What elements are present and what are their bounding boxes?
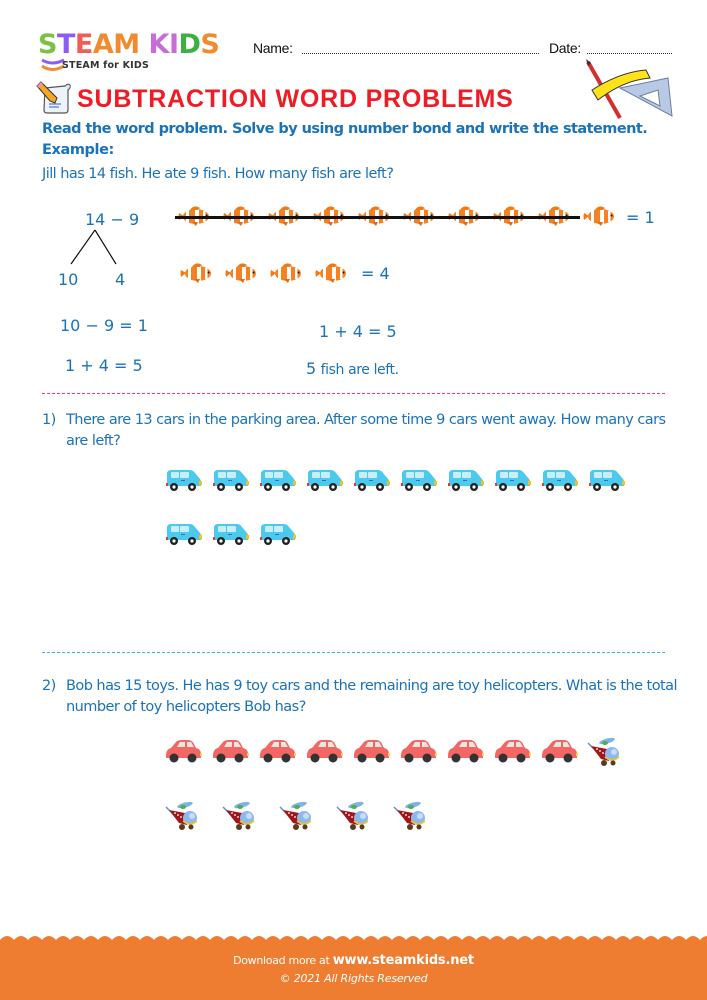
logo-wordmark <box>38 30 219 60</box>
strike-through-line <box>175 216 580 219</box>
clownfish-icon <box>176 204 212 226</box>
example-sum: 1 + 4 = 5 <box>319 322 397 341</box>
example-step1: 10 − 9 = 1 <box>60 316 148 335</box>
toy-row-1 <box>164 735 623 767</box>
logo-letter: I <box>168 29 179 60</box>
blue-car-icon <box>258 467 297 493</box>
logo-letter: S <box>38 29 57 60</box>
clownfish-icon <box>311 204 347 226</box>
blue-car-icon <box>399 467 438 493</box>
example-step2: 1 + 4 = 5 <box>65 356 143 375</box>
name-label: Name: <box>253 40 293 56</box>
toy-helicopter-icon <box>222 799 258 831</box>
separator-pink <box>42 393 665 394</box>
footer-download-prefix: Download more at <box>233 954 330 967</box>
red-toy-car-icon <box>352 738 391 764</box>
ruler-triangle-pencil-icon <box>580 58 680 120</box>
clownfish-icon <box>536 204 572 226</box>
bond-left: 10 <box>58 270 79 289</box>
toy-helicopter-icon <box>279 799 315 831</box>
logo-letter: E <box>74 29 93 60</box>
clownfish-icon <box>266 204 302 226</box>
logo-letter <box>140 30 149 60</box>
footer-copyright: © 2021 All Rights Reserved <box>279 972 428 985</box>
steam-kids-logo <box>38 30 238 76</box>
example-answer <box>306 359 399 379</box>
car-row-1 <box>164 467 626 493</box>
logo-letter: S <box>200 29 220 60</box>
red-toy-car-icon <box>493 738 532 764</box>
blue-car-icon <box>352 467 391 493</box>
clownfish-icon <box>221 204 257 226</box>
red-toy-car-icon <box>446 738 485 764</box>
answer-number: 5 <box>306 359 317 378</box>
number-bond-lines <box>68 228 138 268</box>
red-toy-car-icon <box>258 738 297 764</box>
fish-row-1-result: = 1 <box>626 208 655 227</box>
logo-letter: T <box>56 29 75 60</box>
instruction-text: Read the word problem. Solve by using number bond and write the statement. <box>42 121 648 137</box>
date-field[interactable] <box>587 53 672 54</box>
blue-car-icon <box>587 467 626 493</box>
car-row-2 <box>164 521 297 547</box>
date-label: Date: <box>549 40 581 56</box>
red-toy-car-icon <box>399 738 438 764</box>
question-2-number: 2) <box>42 678 56 694</box>
logo-letter: M <box>113 29 140 60</box>
toy-helicopter-icon <box>336 799 372 831</box>
question-1-text: There are 13 cars in the parking area. After some time 9 cars went away. How many cars are left? <box>66 412 666 449</box>
toy-helicopter-icon <box>587 735 623 767</box>
worksheet-pencil-icon <box>35 80 73 116</box>
fish-row-1 <box>176 204 617 226</box>
page-title: SUBTRACTION WORD PROBLEMS <box>77 85 514 113</box>
separator-blue <box>42 652 665 653</box>
example-question: Jill has 14 fish. He ate 9 fish. How many fish are left? <box>42 166 394 182</box>
toy-helicopter-icon <box>165 799 201 831</box>
clownfish-icon <box>268 261 304 283</box>
question-2 <box>42 676 682 720</box>
helicopter-row-2 <box>165 799 429 831</box>
red-toy-car-icon <box>211 738 250 764</box>
red-toy-car-icon <box>305 738 344 764</box>
question-1-number: 1) <box>42 412 56 428</box>
clownfish-icon <box>313 261 349 283</box>
logo-letter: K <box>148 29 169 60</box>
footer-url-link[interactable]: www.steamkids.net <box>332 953 474 968</box>
blue-car-icon <box>164 467 203 493</box>
question-1 <box>42 410 682 454</box>
red-toy-car-icon <box>540 738 579 764</box>
logo-subtitle: STEAM for KIDS <box>62 60 150 71</box>
blue-car-icon <box>493 467 532 493</box>
clownfish-icon <box>581 204 617 226</box>
clownfish-icon <box>446 204 482 226</box>
clownfish-icon <box>178 261 214 283</box>
footer-download <box>0 953 707 968</box>
blue-car-icon <box>540 467 579 493</box>
footer <box>0 940 707 1000</box>
blue-car-icon <box>305 467 344 493</box>
blue-car-icon <box>211 467 250 493</box>
toy-helicopter-icon <box>393 799 429 831</box>
clownfish-icon <box>401 204 437 226</box>
fish-row-2-result: = 4 <box>361 264 390 283</box>
logo-letter: D <box>178 29 201 60</box>
clownfish-icon <box>491 204 527 226</box>
blue-car-icon <box>446 467 485 493</box>
name-field[interactable] <box>302 53 539 54</box>
blue-car-icon <box>258 521 297 547</box>
example-label: Example: <box>42 142 114 158</box>
blue-car-icon <box>211 521 250 547</box>
answer-text: fish are left. <box>320 362 399 378</box>
fish-row-2 <box>178 261 349 283</box>
bond-top: 14 − 9 <box>85 210 140 229</box>
clownfish-icon <box>356 204 392 226</box>
red-toy-car-icon <box>164 738 203 764</box>
clownfish-icon <box>223 261 259 283</box>
logo-letter: A <box>92 29 114 60</box>
question-2-text: Bob has 15 toys. He has 9 toy cars and the remaining are toy helicopters. What is the total number of toy helicopters Bob has? <box>66 678 677 715</box>
bond-right: 4 <box>115 270 126 289</box>
blue-car-icon <box>164 521 203 547</box>
